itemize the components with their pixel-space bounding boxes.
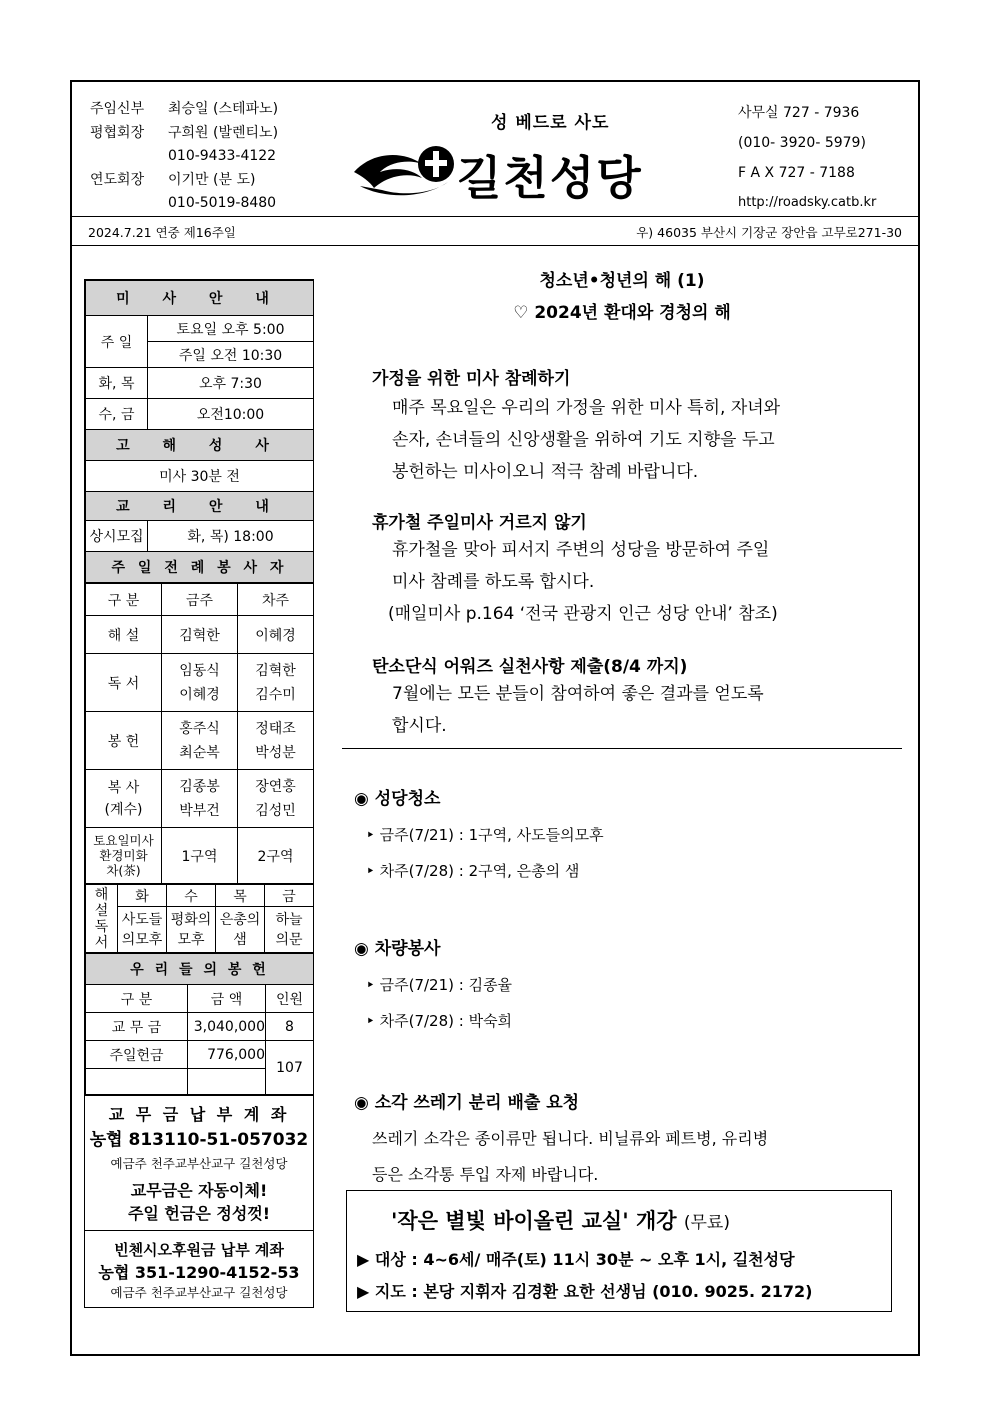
offering-amount: 776,000 bbox=[188, 1041, 266, 1069]
office-contacts bbox=[738, 98, 876, 218]
server-next-week: 정태조 박성분 bbox=[238, 712, 314, 770]
server-role: 복 사 (계수) bbox=[86, 770, 162, 828]
staff-contacts bbox=[90, 98, 278, 216]
reader-group: 평화의 모후 bbox=[167, 907, 216, 953]
reader-day: 수 bbox=[167, 885, 216, 907]
cleaning-heading: ◉ 성당청소 bbox=[354, 789, 441, 809]
trash-heading: ◉ 소각 쓰레기 분리 배출 요청 bbox=[354, 1093, 580, 1113]
offering-title: 우 리 들 의 봉 헌 bbox=[86, 954, 314, 985]
sunday-time: 주일 오전 10:30 bbox=[148, 342, 314, 368]
doctrine-time: 화, 목) 18:00 bbox=[148, 521, 314, 552]
reader-group: 하늘 의문 bbox=[265, 907, 314, 953]
role-value: 최승일 (스테파노) bbox=[168, 101, 279, 117]
section-heading: 탄소단식 어워즈 실천사항 제출(8/4 까지) bbox=[372, 657, 688, 677]
offering-name: 교 무 금 bbox=[86, 1013, 188, 1041]
server-role: 독 서 bbox=[86, 654, 162, 712]
reader-group: 은총의 샘 bbox=[216, 907, 265, 953]
dues-account-number: 농협 813110-51-057032 bbox=[89, 1130, 309, 1150]
bulletin-frame bbox=[70, 80, 920, 1356]
church-address: 우) 46035 부산시 기장군 장안읍 고무로271-30 bbox=[636, 225, 902, 240]
church-name: 길천성당 bbox=[457, 151, 643, 205]
weekday-label: 수, 금 bbox=[86, 399, 148, 430]
dues-account-title: 교 무 금 납 부 계 좌 bbox=[108, 1105, 290, 1124]
violin-title: '작은 별빛 바이올린 교실' 개강 bbox=[391, 1209, 677, 1233]
offering-count: 8 bbox=[266, 1013, 314, 1041]
offering-table bbox=[85, 953, 314, 1095]
mass-title: 미 사 안 내 bbox=[86, 281, 314, 316]
parking-item: ‣ 금주(7/21) : 김종율 bbox=[366, 976, 513, 994]
server-next-week: 이혜경 bbox=[238, 616, 314, 654]
patron-saint: 성 베드로 사도 bbox=[491, 113, 610, 133]
body-line: 휴가철을 맞아 피서지 주변의 성당을 방문하여 주일 bbox=[392, 540, 770, 560]
server-next-week: 2구역 bbox=[238, 828, 314, 884]
offering-name: 주일헌금 bbox=[86, 1041, 188, 1069]
vincent-account-holder: 예금주 천주교부산교구 길천성당 bbox=[110, 1285, 288, 1300]
server-this-week: 김혁한 bbox=[162, 616, 238, 654]
section-heading: 휴가철 주일미사 거르지 않기 bbox=[372, 513, 587, 533]
section-body bbox=[388, 534, 778, 630]
offering-empty bbox=[86, 1069, 188, 1095]
violin-free-label: (무료) bbox=[683, 1213, 730, 1233]
sunday-label: 주 일 bbox=[86, 316, 148, 368]
servers-head: 금주 bbox=[162, 584, 238, 616]
church-masthead bbox=[342, 104, 692, 204]
dues-account-box bbox=[85, 1095, 313, 1230]
role-label: 주임신부 bbox=[90, 101, 145, 117]
vincent-account-number: 농협 351-1290-4152-53 bbox=[98, 1263, 300, 1282]
offering-head: 구 분 bbox=[86, 985, 188, 1013]
offering-head: 인원 bbox=[266, 985, 314, 1013]
offering-note: 주일 헌금은 정성껏! bbox=[127, 1204, 271, 1223]
role-label: 연도회장 bbox=[90, 171, 145, 188]
reader-group: 사도들 의모후 bbox=[118, 907, 167, 953]
cleaning-item: ‣ 금주(7/21) : 1구역, 사도들의모후 bbox=[366, 826, 604, 844]
body-line: (매일미사 p.164 ‘전국 관광지 인근 성당 안내’ 참조) bbox=[388, 604, 778, 624]
body-line: 매주 목요일은 우리의 가정을 위한 미사 특히, 자녀와 bbox=[392, 398, 781, 418]
phone-value: 010-9433-4122 bbox=[168, 148, 277, 164]
weekday-time: 오후 7:30 bbox=[148, 368, 314, 399]
weekday-time: 오전10:00 bbox=[148, 399, 314, 430]
section-body bbox=[392, 392, 780, 488]
date-address-bar bbox=[72, 216, 918, 246]
server-this-week: 1구역 bbox=[162, 828, 238, 884]
server-role: 봉 헌 bbox=[86, 712, 162, 770]
body-line: 미사 참례를 하도록 합시다. bbox=[392, 572, 595, 592]
server-next-week: 김혁한 김수미 bbox=[238, 654, 314, 712]
church-logo-icon bbox=[352, 142, 462, 200]
violin-target: ▶ 대상 : 4~6세/ 매주(토) 11시 30분 ~ 오후 1시, 길천성당 bbox=[357, 1250, 795, 1269]
server-this-week: 임동식 이혜경 bbox=[162, 654, 238, 712]
year-theme-title: 청소년•청년의 해 (1) bbox=[539, 271, 705, 291]
role-label: 평협회장 bbox=[90, 124, 145, 141]
trash-line: 등은 소각통 투입 자제 바랍니다. bbox=[372, 1165, 599, 1184]
confession-title: 고 해 성 사 bbox=[86, 430, 314, 461]
parking-heading: ◉ 차량봉사 bbox=[354, 939, 441, 959]
violin-title-row bbox=[391, 1205, 730, 1235]
phone-value: 010-5019-8480 bbox=[168, 195, 277, 211]
server-next-week: 장연홍 김성민 bbox=[238, 770, 314, 828]
servers-title: 주 일 전 례 봉 사 자 bbox=[86, 552, 314, 583]
body-line: 손자, 손녀들의 신앙생활을 위하여 기도 지향을 두고 bbox=[392, 430, 775, 450]
server-role: 해 설 bbox=[86, 616, 162, 654]
dues-note: 교무금은 자동이체! bbox=[130, 1181, 268, 1200]
violin-class-box bbox=[346, 1190, 892, 1312]
mass-schedule-table bbox=[85, 280, 314, 583]
dues-account-holder: 예금주 천주교부산교구 길천성당 bbox=[110, 1156, 288, 1171]
vincent-account-title: 빈첸시오후원금 납부 계좌 bbox=[114, 1241, 284, 1259]
section-divider bbox=[342, 748, 902, 749]
office-phone: 사무실 727 - 7936 bbox=[738, 105, 860, 121]
year-theme-subtitle: ♡ 2024년 환대와 경청의 해 bbox=[513, 303, 731, 323]
parking-item: ‣ 차주(7/28) : 박숙희 bbox=[366, 1012, 513, 1030]
issue-date: 2024.7.21 연중 제16주일 bbox=[88, 225, 236, 240]
servers-head: 차주 bbox=[238, 584, 314, 616]
body-line: 7월에는 모든 분들이 참여하여 좋은 결과를 얻도록 bbox=[392, 684, 764, 704]
servers-head: 구 분 bbox=[86, 584, 162, 616]
server-this-week: 홍주식 최순복 bbox=[162, 712, 238, 770]
reader-day: 목 bbox=[216, 885, 265, 907]
doctrine-title: 교 리 안 내 bbox=[86, 492, 314, 521]
office-fax: F A X 727 - 7188 bbox=[738, 165, 855, 181]
body-line: 합시다. bbox=[392, 716, 447, 736]
liturgy-servers-table bbox=[85, 583, 314, 884]
trash-line: 쓰레기 소각은 종이류만 됩니다. 비닐류와 페트병, 유리병 bbox=[372, 1129, 769, 1148]
sidebar bbox=[84, 279, 314, 1308]
reader-groups-table bbox=[85, 884, 314, 953]
cleaning-item: ‣ 차주(7/28) : 2구역, 은총의 샘 bbox=[366, 862, 580, 880]
body-line: 봉헌하는 미사이오니 적극 참례 바랍니다. bbox=[392, 462, 699, 482]
violin-teacher: ▶ 지도 : 본당 지휘자 김경환 요한 선생님 (010. 9025. 2172) bbox=[357, 1282, 813, 1301]
offering-amount: 3,040,000 bbox=[188, 1013, 266, 1041]
website-link[interactable]: http://roadsky.catb.kr bbox=[738, 195, 877, 210]
office-mobile: (010- 3920- 5979) bbox=[738, 135, 866, 151]
reader-day: 금 bbox=[265, 885, 314, 907]
role-value: 구희원 (발렌티노) bbox=[168, 124, 279, 141]
section-heading: 가정을 위한 미사 참례하기 bbox=[372, 369, 571, 389]
vincent-account-box bbox=[85, 1230, 313, 1307]
section-body bbox=[392, 678, 764, 742]
weekday-label: 화, 목 bbox=[86, 368, 148, 399]
reader-day: 화 bbox=[118, 885, 167, 907]
sunday-time: 토요일 오후 5:00 bbox=[148, 316, 314, 342]
role-value: 이기만 (분 도) bbox=[168, 171, 256, 188]
confession-time: 미사 30분 전 bbox=[86, 461, 314, 492]
server-role: 토요일미사 환경미화 차(茶) bbox=[86, 828, 162, 884]
reader-label: 해 설 독 서 bbox=[86, 885, 118, 953]
doctrine-label: 상시모집 bbox=[86, 521, 148, 552]
offering-count: 107 bbox=[266, 1041, 314, 1095]
server-this-week: 김종봉 박부건 bbox=[162, 770, 238, 828]
offering-empty bbox=[188, 1069, 266, 1095]
offering-head: 금 액 bbox=[188, 985, 266, 1013]
